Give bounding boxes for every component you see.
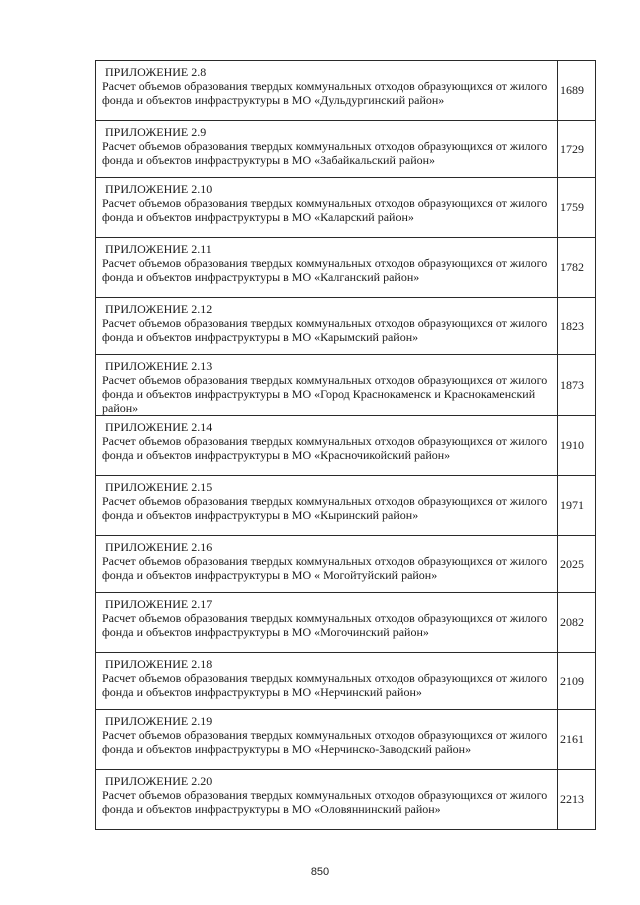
- appendix-row: [96, 710, 596, 770]
- appendix-title: Расчет объемов образования твердых коммунальных отходов образующихся от жилого фонда и объектов инфраструктуры в МО «Каларский район»: [102, 196, 548, 224]
- appendix-page-number: 2025: [558, 536, 596, 593]
- appendix-description-cell: [96, 536, 558, 593]
- appendix-title: Расчет объемов образования твердых коммунальных отходов образующихся от жилого фонда и объектов инфраструктуры в МО «Карымский район»: [102, 316, 548, 344]
- appendix-label: ПРИЛОЖЕНИЕ 2.13: [105, 359, 213, 373]
- appendix-row: [96, 593, 596, 653]
- appendix-title: Расчет объемов образования твердых коммунальных отходов образующихся от жилого фонда и объектов инфраструктуры в МО «Дульдургинский район»: [102, 79, 548, 107]
- appendix-page-number: 2213: [558, 770, 596, 830]
- appendix-description: [96, 238, 557, 284]
- appendix-label: ПРИЛОЖЕНИЕ 2.19: [105, 714, 213, 728]
- appendix-description-cell: [96, 355, 558, 416]
- appendix-description: [96, 476, 557, 522]
- appendix-description-cell: [96, 298, 558, 355]
- appendix-table-body: [96, 61, 596, 830]
- appendix-description: [96, 355, 557, 415]
- appendix-description: [96, 653, 557, 699]
- appendix-page-number: 1971: [558, 476, 596, 536]
- appendix-row: [96, 653, 596, 710]
- appendix-label: ПРИЛОЖЕНИЕ 2.20: [105, 774, 213, 788]
- appendix-label: ПРИЛОЖЕНИЕ 2.8: [105, 65, 207, 79]
- appendix-page-number: 2161: [558, 710, 596, 770]
- appendix-description-cell: [96, 476, 558, 536]
- appendix-description: [96, 710, 557, 756]
- appendix-page-number: 1729: [558, 121, 596, 178]
- appendix-row: [96, 238, 596, 298]
- appendix-title: Расчет объемов образования твердых коммунальных отходов образующихся от жилого фонда и объектов инфраструктуры в МО «Калганский район»: [102, 256, 548, 284]
- appendix-title: Расчет объемов образования твердых коммунальных отходов образующихся от жилого фонда и объектов инфраструктуры в МО «Кыринский район»: [102, 494, 548, 522]
- appendix-page-number: 2109: [558, 653, 596, 710]
- appendix-description: [96, 178, 557, 224]
- appendix-row: [96, 476, 596, 536]
- appendix-row: [96, 178, 596, 238]
- appendix-page-number: 1823: [558, 298, 596, 355]
- appendix-title: Расчет объемов образования твердых коммунальных отходов образующихся от жилого фонда и объектов инфраструктуры в МО «Нерчинский район»: [102, 671, 548, 699]
- appendix-label: ПРИЛОЖЕНИЕ 2.16: [105, 540, 213, 554]
- appendix-label: ПРИЛОЖЕНИЕ 2.11: [105, 242, 212, 256]
- appendix-title: Расчет объемов образования твердых коммунальных отходов образующихся от жилого фонда и объектов инфраструктуры в МО «Оловяннинский район»: [102, 788, 548, 816]
- appendix-label: ПРИЛОЖЕНИЕ 2.17: [105, 597, 213, 611]
- appendix-description-cell: [96, 593, 558, 653]
- appendix-description-cell: [96, 416, 558, 476]
- appendix-row: [96, 61, 596, 121]
- appendix-row: [96, 770, 596, 830]
- appendix-title: Расчет объемов образования твердых коммунальных отходов образующихся от жилого фонда и объектов инфраструктуры в МО «Нерчинско-Заводский район»: [102, 728, 548, 756]
- appendix-page-number: 1689: [558, 61, 596, 121]
- appendix-description: [96, 770, 557, 816]
- appendix-label: ПРИЛОЖЕНИЕ 2.9: [105, 125, 207, 139]
- appendix-row: [96, 355, 596, 416]
- appendix-description-cell: [96, 178, 558, 238]
- appendix-label: ПРИЛОЖЕНИЕ 2.14: [105, 420, 213, 434]
- appendix-label: ПРИЛОЖЕНИЕ 2.15: [105, 480, 213, 494]
- appendix-row: [96, 416, 596, 476]
- appendix-description: [96, 593, 557, 639]
- appendix-description-cell: [96, 121, 558, 178]
- appendix-page-number: 1910: [558, 416, 596, 476]
- appendix-description: [96, 61, 557, 107]
- appendix-label: ПРИЛОЖЕНИЕ 2.12: [105, 302, 213, 316]
- appendix-title: Расчет объемов образования твердых коммунальных отходов образующихся от жилого фонда и объектов инфраструктуры в МО «Могочинский район»: [102, 611, 548, 639]
- appendix-description-cell: [96, 710, 558, 770]
- appendix-description: [96, 536, 557, 582]
- appendix-table: [95, 60, 596, 830]
- appendix-page-number: 2082: [558, 593, 596, 653]
- appendix-description-cell: [96, 61, 558, 121]
- appendix-title: Расчет объемов образования твердых коммунальных отходов образующихся от жилого фонда и объектов инфраструктуры в МО «Город Краснокаменск и Краснокаменский район»: [102, 373, 548, 415]
- appendix-page-number: 1782: [558, 238, 596, 298]
- appendix-description: [96, 121, 557, 167]
- appendix-page-number: 1759: [558, 178, 596, 238]
- page-number: 850: [310, 866, 330, 878]
- appendix-description-cell: [96, 238, 558, 298]
- appendix-description-cell: [96, 653, 558, 710]
- appendix-label: ПРИЛОЖЕНИЕ 2.18: [105, 657, 213, 671]
- appendix-row: [96, 298, 596, 355]
- appendix-label: ПРИЛОЖЕНИЕ 2.10: [105, 182, 213, 196]
- appendix-title: Расчет объемов образования твердых коммунальных отходов образующихся от жилого фонда и объектов инфраструктуры в МО «Забайкальский район»: [102, 139, 548, 167]
- appendix-title: Расчет объемов образования твердых коммунальных отходов образующихся от жилого фонда и объектов инфраструктуры в МО « Могойтуйский район»: [102, 554, 548, 582]
- appendix-description: [96, 416, 557, 462]
- appendix-row: [96, 536, 596, 593]
- appendix-description-cell: [96, 770, 558, 830]
- appendix-row: [96, 121, 596, 178]
- appendix-title: Расчет объемов образования твердых коммунальных отходов образующихся от жилого фонда и объектов инфраструктуры в МО «Красночикойский район»: [102, 434, 548, 462]
- appendix-description: [96, 298, 557, 344]
- appendix-page-number: 1873: [558, 355, 596, 416]
